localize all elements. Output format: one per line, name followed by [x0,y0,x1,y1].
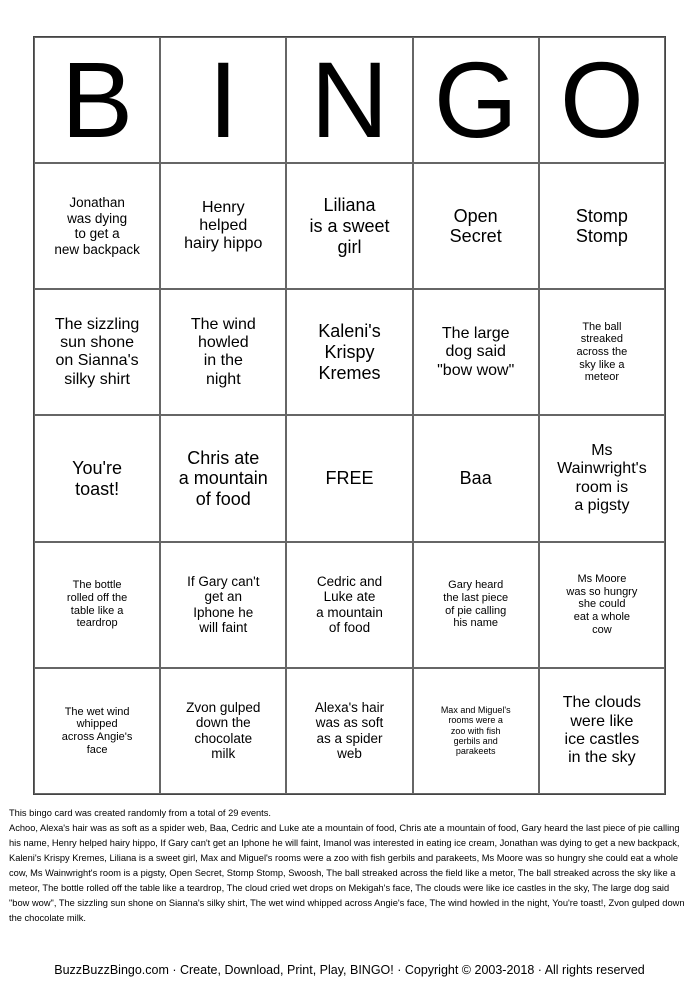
bingo-cell: Alexa's hair was as soft as a spider web [286,668,412,794]
bingo-cell: Jonathan was dying to get a new backpack [34,163,160,289]
bingo-cell: The clouds were like ice castles in the sky [539,668,665,794]
bingo-cell: Ms Wainwright's room is a pigsty [539,415,665,541]
bingo-cell: Liliana is a sweet girl [286,163,412,289]
bingo-cell: The wet wind whipped across Angie's face [34,668,160,794]
event-summary: This bingo card was created randomly from a total of 29 events. [9,808,271,818]
bingo-cell: The bottle rolled off the table like a teardrop [34,542,160,668]
event-list: Achoo, Alexa's hair was as soft as a spider web, Baa, Cedric and Luke ate a mountain of food, Chris ate a mountain of food, Gary heard the last piece of pie calling his name, Henry helped hairy hippo, If Gary can't get an Iphone he will faint, Imanol was interested in eating ice cream, Jonathan was dying to get a new backpack, Kaleni's Krispy Kremes, Liliana is a sweet girl, Max and Miguel's rooms were a zoo with fish gerbils and parakeets, Ms Moore was so hungry she could eat a whole cow, Ms Wainwright's room is a pigsty, Open Secret, Stomp Stomp, Swoosh, The ball streaked across the field like a metor, The ball streaked across the sky like a meteor, The bottle rolled off the table like a teardrop, The cloud cried wet drops on Mekigah's face, The clouds were like ice castles in the sky, The large dog said "bow wow", The sizzling sun shone on Sianna's silky shirt, The wet wind whipped across Angie's face, The wind howled in the night, You're toast!, Zvon gulped down the chocolate milk. [9,823,685,923]
bingo-cell: The wind howled in the night [160,289,286,415]
bingo-cell: Zvon gulped down the chocolate milk [160,668,286,794]
free-cell: FREE [286,415,412,541]
bingo-cell: Cedric and Luke ate a mountain of food [286,542,412,668]
bingo-cell: You're toast! [34,415,160,541]
bingo-cell: Chris ate a mountain of food [160,415,286,541]
bingo-cell: Stomp Stomp [539,163,665,289]
bingo-cell: Gary heard the last piece of pie calling his name [413,542,539,668]
bingo-cell: The sizzling sun shone on Sianna's silky shirt [34,289,160,415]
header-letter: O [539,37,665,163]
bingo-cell: Baa [413,415,539,541]
bingo-cell: If Gary can't get an Iphone he will faint [160,542,286,668]
header-letter: N [286,37,412,163]
bingo-cell: Henry helped hairy hippo [160,163,286,289]
event-info [9,806,691,926]
bingo-cell: The ball streaked across the sky like a meteor [539,289,665,415]
bingo-cell: Open Secret [413,163,539,289]
footer-copyright: BuzzBuzzBingo.com · Create, Download, Print, Play, BINGO! · Copyright © 2003-2018 · All rights reserved [54,963,645,977]
header-letter: I [160,37,286,163]
bingo-cell: The large dog said "bow wow" [413,289,539,415]
bingo-card [33,36,666,795]
bingo-cell: Kaleni's Krispy Kremes [286,289,412,415]
header-letter: B [34,37,160,163]
bingo-cell: Max and Miguel's rooms were a zoo with fish gerbils and parakeets [413,668,539,794]
bingo-cell: Ms Moore was so hungry she could eat a whole cow [539,542,665,668]
header-letter: G [413,37,539,163]
